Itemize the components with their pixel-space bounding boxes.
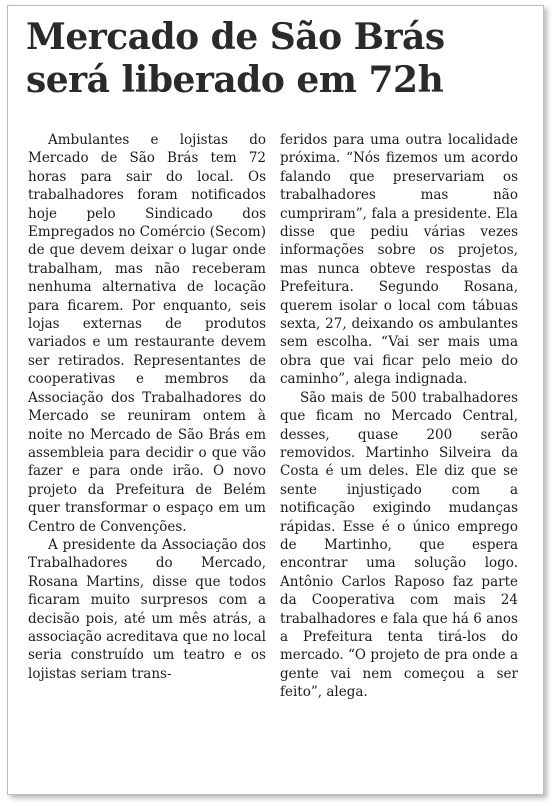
paragraph-association-continued: feridos para uma outra localidade próxima. “Nós fizemos um acordo falando que preservariam os trabalhadores mas não cumpriram”, fala a presidente. Ela disse que pediu várias vezes informações sobre os projetos, mas nunca obteve respostas da Prefeitura. Segundo Rosana, querem isolar o local com tábuas sexta, 27, deixando os ambulantes sem escolha. “Vai ser mais uma obra que vai ficar pelo meio do caminho”, alega indignada. [280,132,518,388]
paragraph-association: A presidente da Associação dos Trabalhadores do Mercado, Rosana Martins, disse que todos ficaram muito surpresos com a decisão pois, até um mês atrás, a associação acreditava que no local seria construído um teatro e os lojistas seriam trans- [28,536,266,682]
paragraph-workers: São mais de 500 trabalhadores que ficam no Mercado Central, desses, quase 200 serão removidos. Martinho Silveira da Costa é um deles. Ele diz que se sente injustiçado com a notificação exigindo mudanças rápidas. Esse é o único emprego de Martinho, que espera encontrar uma solução logo. Antônio Carlos Raposo faz parte da Cooperativa com mais 24 trabalhadores e fala que há 6 anos a Prefeitura tenta tirá-los do mercado. “O projeto de pra onde a gente vai nem começou a ser feito”, alega. [280,389,518,701]
headline-line-2: será liberado em 72h [26,59,444,101]
article-column-left [28,131,266,683]
headline-line-1: Mercado de São Brás [26,16,445,58]
newspaper-clipping [7,5,544,795]
paragraph-intro: Ambulantes e lojistas do Mercado de São Brás tem 72 horas para sair do local. Os trabalhadores foram notificados hoje pelo Sindicado dos Empregados no Comércio (Secom) de que devem deixar o lugar onde trabalham, mas não receberam nenhuma alternativa de locação para ficarem. Por enquanto, seis lojas externas de produtos variados e um restaurante devem ser retirados. Representantes de cooperativas e membros da Associação dos Trabalhadores do Mercado se reuniram ontem à noite no Mercado de São Brás em assembleia para decidir o que vão fazer e para onde irão. O novo projeto da Prefeitura de Belém quer transformar o espaço em um Centro de Convenções. [28,132,266,535]
article-headline [26,16,531,102]
article-column-right [280,131,518,702]
